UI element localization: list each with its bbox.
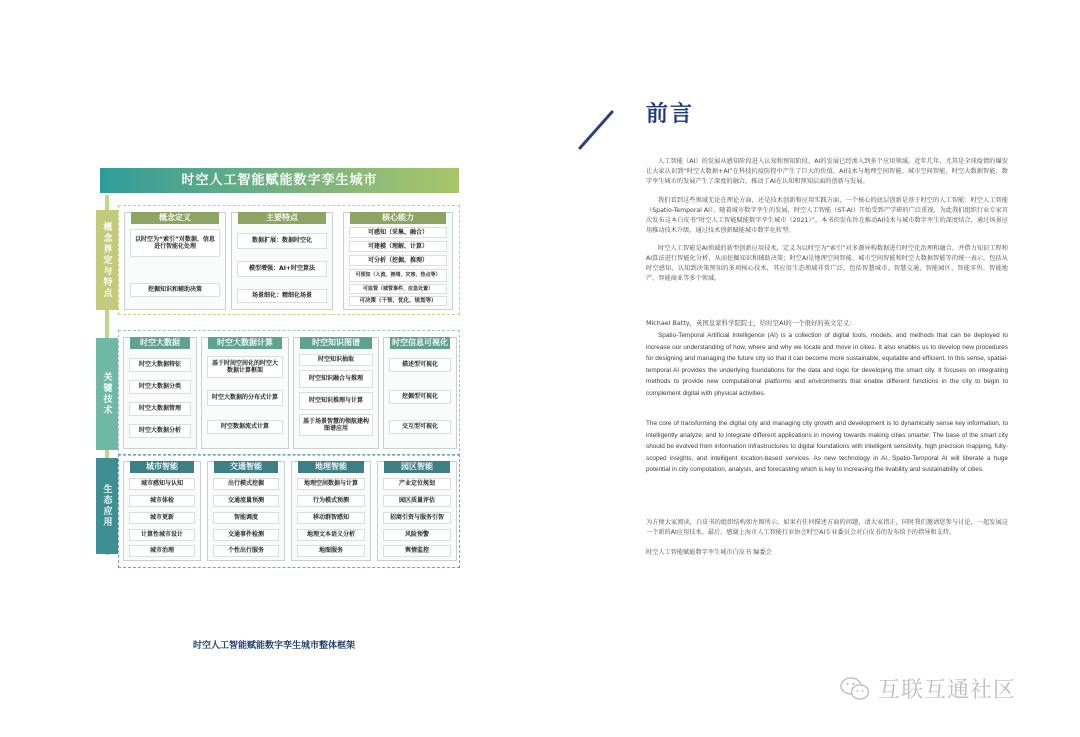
- paragraph-cn-2: 我们看到这些领域无论在理论方面，还是技术创新和应用实践方面，一个核心的底层创新是基于时空的人工智能：时空人工智能（Spatio-Temporal AI）。随着城市数字孪生的发展，时空人工智能（ST-AI）开始受到产学研的广泛重视，为此我们组织行业专家首次发布这本白皮书“时空人工智能赋能数字孪生城市（2021）”。本书的发布旨在推动AI技术与城市数字孪生的深度结合，通过场景应用推动技术升级，通过技术创新赋能城市数字化转型。: [646, 197, 1008, 234]
- column-traffic-intelligence: [207, 461, 285, 561]
- cell: 可感知（采集、融合）: [349, 227, 447, 238]
- cell: 基于时间空间化的时空大数据计算框架: [207, 356, 283, 378]
- cell: 地理文本语义分析: [297, 529, 365, 541]
- cell: 基于场景智慧的领航建构图谱应用: [299, 414, 373, 436]
- paragraph-cn-3: 时空人工智能是AI领域的新型创新应用技术，定义为以时空为“索引”对多源异构数据进行时空化治理和融合，并借力知识工程和AI算法进行智能化分析，从而挖掘知识和辅助决策；时空AI是地理空间智能、城市空间智能和时空大数据智能等的统一表示，包括从时空感知、认知到决策预知的多项核心技术，其应用生态领域非常广泛，包括智慧城市、智慧交通、智能园区、智能零售、智能地产、智能商业等多个领域。: [646, 245, 1008, 282]
- column-header: 园区智能: [384, 461, 450, 473]
- cell: 时空知识推理与计算: [299, 392, 373, 410]
- cell: 时空知识融合与推理: [299, 370, 373, 388]
- column-city-intelligence: [123, 461, 201, 561]
- wechat-icon: [840, 676, 870, 702]
- section-key-tech: [118, 330, 460, 456]
- column-bigdata: [123, 337, 197, 449]
- cell: 可分析（挖掘、推理）: [349, 255, 447, 266]
- column-header: 核心能力: [350, 212, 446, 224]
- cell: 移动群智感知: [297, 512, 365, 524]
- band-concept: 概念界定与特点: [96, 210, 118, 310]
- cell: 时空大数据分类: [129, 380, 191, 394]
- cell: 时空大数据的分布式计算: [207, 390, 283, 406]
- cell: 挖掘型可视化: [389, 390, 451, 404]
- cell: 产业定位规划: [383, 478, 451, 490]
- column-visualization: [383, 337, 457, 449]
- cell: 时空大数据特征: [129, 358, 191, 372]
- cell: 时空数据流式计算: [207, 420, 283, 434]
- band-key-tech: 关键技术: [96, 338, 118, 450]
- slash-decoration: [576, 110, 616, 152]
- quote-intro: Michael Batty，英国皇家科学院院士，给时空AI的一个很好的英文定义：: [646, 319, 856, 327]
- column-park-intelligence: [377, 461, 457, 561]
- cell: 以时空为“索引”对数据、信息进行智能化处理: [130, 229, 220, 257]
- cell: 招商引资与服务引智: [383, 512, 451, 524]
- paragraph-en-1: Spatio-Temporal Artificial Intelligence (AI) is a collection of digital tools, models, and methods that can be deployed to increase our understanding of how, where and why we locate and move in cities. It also enables us to develop new procedures for designing and managing the future city so that it can become more sustainable, equitable and efficient. In this sense, spatial-temporal AI provides the underlying foundations for the data and logic for developing the smart city. It focuses on integrating methods to provide new computational platforms and environments that enable different functions in the city to begin to complement digital with physical activities.: [646, 332, 1008, 397]
- cell: 出行模式挖掘: [213, 478, 279, 490]
- cell: 时空大数据分析: [129, 424, 191, 438]
- paragraph-cn-1: 人工智能（AI）的发展从感知阶段进入认知和预知阶段，AI的发展已经渗入到多个应用领域。近年几年，尤其是全球疫情的爆发让大家认识到“时空大数据+AI”在科技抗疫防控中产生了巨大的价值，AI技术与地理空间智能、城市空间智能、时空大数据智能、数字孪生城市的发展产生了深度的融合，推动了AI在认知和预知层面的创新与发展。: [646, 158, 1008, 185]
- cell: 可决策（干预、优化、规划等）: [349, 296, 447, 306]
- column-definition: [124, 212, 226, 310]
- column-header: 主要特点: [238, 212, 326, 224]
- page-title: 前言: [646, 102, 695, 127]
- cell: 城市体检: [129, 495, 195, 507]
- signature: 时空人工智能赋能数字孪生城市白皮书 编委会: [646, 549, 772, 556]
- column-knowledge-graph: [293, 337, 379, 449]
- cell: 城市治理: [129, 545, 195, 557]
- column-header: 时空知识图谱: [300, 337, 372, 349]
- watermark: [840, 673, 1016, 704]
- cell: 城市更新: [129, 512, 195, 524]
- cell: 智能调度: [213, 512, 279, 524]
- cell: 交互型可视化: [389, 420, 451, 434]
- column-geo-intelligence: [291, 461, 371, 561]
- column-header: 时空信息可视化: [392, 338, 448, 347]
- cell: 数据扩展：数据时空化: [237, 233, 327, 249]
- diagram-caption: 时空人工智能赋能数字孪生城市整体框架: [193, 641, 356, 651]
- cell: 计算性城市设计: [129, 529, 195, 541]
- closing-paragraph: 为方便大家阅读，白皮书的组织结构如左图所示。如果有任何描述方面的问题，请大家指正，同时我们邀请您参与讨论，一起发展这一个新的AI应用技术。最后，感谢上海市人工智能行业协会时空AI专业委员会对白皮书的发布给予的指导和支持。: [646, 519, 1008, 536]
- band-ecosystem: 生态应用: [96, 458, 118, 554]
- cell: 模型增强：AI+时空算法: [237, 261, 327, 277]
- cell: 可建模（理解、计算）: [349, 241, 447, 252]
- diagram-title: 时空人工智能赋能数字孪生城市: [100, 168, 459, 193]
- cell: 个性出行服务: [213, 545, 279, 557]
- cell: 可预知（人流、拥堵、灾害、热点等）: [349, 269, 447, 282]
- cell: 地理空间数据与计算: [297, 478, 365, 490]
- cell: 地图服务: [297, 545, 365, 557]
- paragraph-en-2: The core of transforming the digital city and managing city growth and development is to dynamically sense key information, to intelligently analyze, and to integrate different applications in moving towards making cities smarter. The base of the smart city should be evolved from information infrastructures to digital foundations with intelligent sensitivity, high precision mapping, fully-scoped insights, and intelligent location-based services. As new technology in AI, Spatio-Temporal AI will liberate a huge potential in city computation, analysis, and forecasting which is key to increasing the livability and sustainability of cities.: [646, 420, 1008, 474]
- column-header: 地理智能: [298, 461, 364, 473]
- column-features: [231, 212, 333, 310]
- cell: 交通事件检测: [213, 529, 279, 541]
- column-header: 概念定义: [131, 212, 219, 224]
- cell: 城市感知与认知: [129, 478, 195, 490]
- cell: 描述型可视化: [389, 358, 451, 372]
- cell: 可监管（城管事件、应急处置）: [349, 284, 447, 294]
- cell: 园区质量评估: [383, 495, 451, 507]
- cell: 交通流量预测: [213, 495, 279, 507]
- cell: 场景细化：精细化场景: [237, 289, 327, 303]
- cell: 风险预警: [383, 529, 451, 541]
- watermark-text: 互联互通社区: [878, 678, 1017, 703]
- cell: 挖掘知识和辅助决策: [130, 283, 220, 297]
- cell: 舆情监控: [383, 545, 451, 557]
- column-header: 交通智能: [214, 461, 278, 473]
- section-ecosystem: [118, 454, 460, 568]
- column-header: 时空大数据: [130, 337, 190, 349]
- cell: 行为模式预测: [297, 495, 365, 507]
- section-concept: [118, 205, 460, 315]
- column-header: 城市智能: [130, 461, 194, 473]
- cell: 时空大数据管理: [129, 402, 191, 416]
- cell: 时空知识抽取: [299, 354, 373, 366]
- column-header: 时空大数据计算: [208, 337, 282, 349]
- column-capabilities: [343, 212, 453, 310]
- column-computing: [201, 337, 289, 449]
